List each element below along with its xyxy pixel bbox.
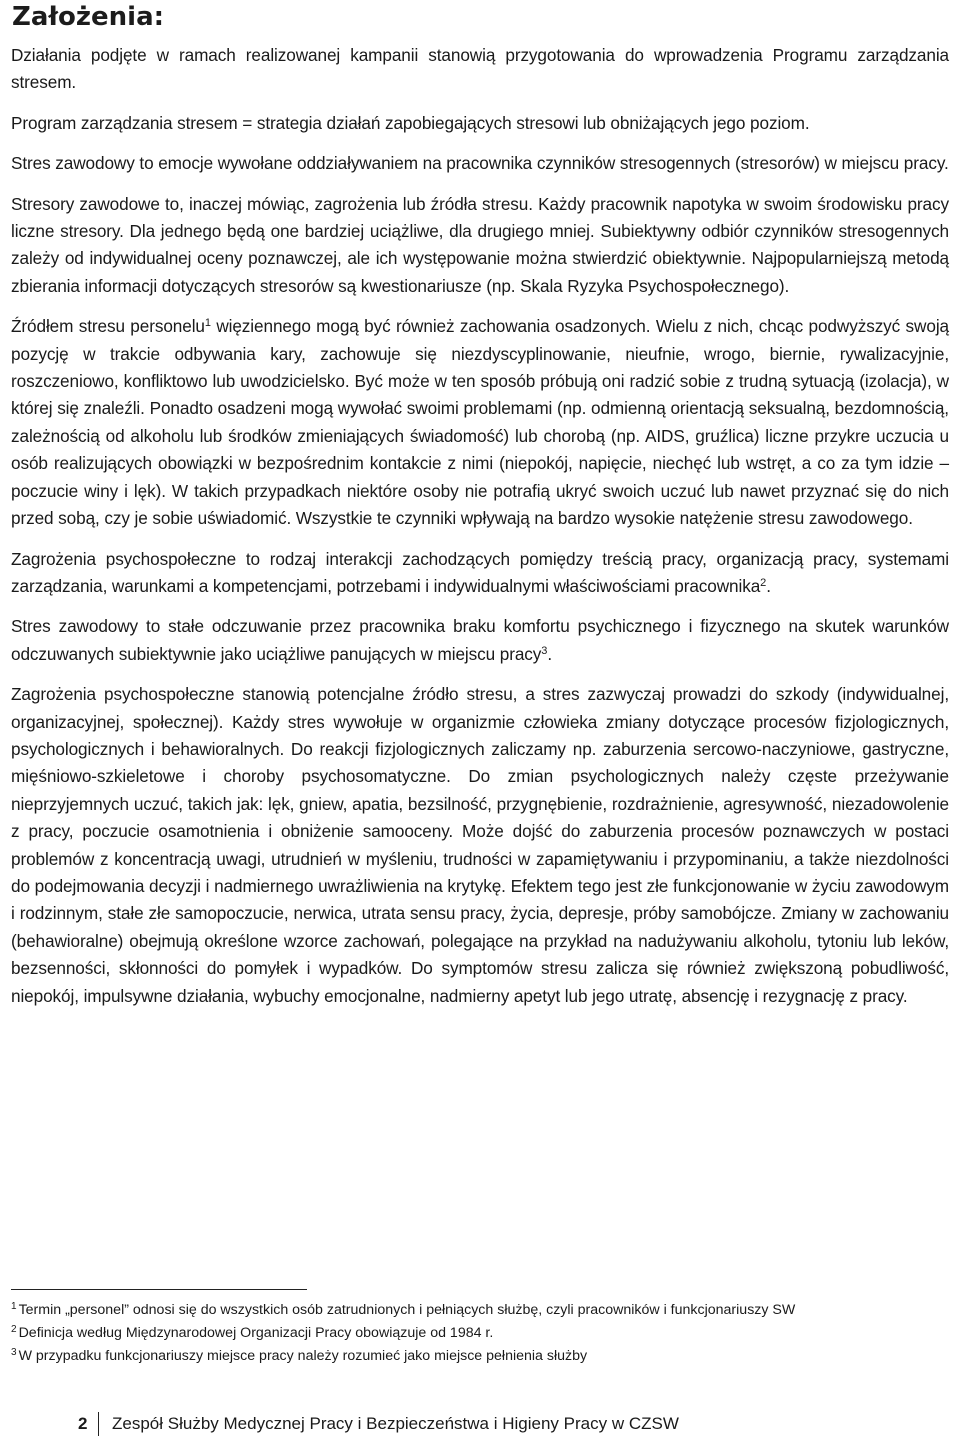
paragraph-program-definition: Program zarządzania stresem = strategia działań zapobiegających stresowi lub obniżających jego poziom. — [11, 112, 810, 133]
footnote-text: Termin „personel” odnosi się do wszystkich osób zatrudnionych i pełniących służbę, czyli pracowników i funkcjonariuszy SW — [18, 1302, 796, 1318]
footnote-2 — [11, 1322, 949, 1345]
footer-separator — [98, 1412, 99, 1436]
page-number: 2 — [78, 1414, 88, 1433]
paragraph-occupational-stress — [11, 613, 949, 668]
paragraph-staff-stress-text-rest: więziennego mogą być również zachowania osadzonych. Wielu z nich, chcąc podwyższyć swoją pozycję w trakcie odbywania kary, zachowuje się niezdyscyplinowanie, nieufnie, wrogo, biernie, rywalizacyjnie, roszczeniowo, konfliktowo lub uwodzicielsko. Być może w ten sposób próbują oni radzić sobie z trudną sytuacją (izolacja), w której się znaleźli. Ponadto osadzeni mogą wywołać swoimi problemami (np. odmienną orientacją seksualną, bezdomnością, zależnością od alkoholu lub środków zmieniających świadomość) lub chorobą (np. AIDS, gruźlica) liczne przykre uczucia u osób realizujących obowiązki w bezpośrednim kontakcie z nimi (niepokój, napięcie, niechęć lub wstręt, a co za tym idzie – poczucie winy i lęk). W takich przypadkach niektóre osoby nie potrafią ukryć swoich uczuć lub nawet przyznać się do nich przed sobą, czy je sobie uświadomić. Wszystkie te czynniki wpływają na bardzo wysokie natężenie stresu zawodowego. — [11, 316, 949, 529]
paragraph-stress-definition: Stres zawodowy to emocje wywołane oddziaływaniem na pracownika czynników stresogennych (stresorów) w miejscu pracy. — [11, 153, 949, 174]
paragraph-intro: Działania podjęte w ramach realizowanej kampanii stanowią przygotowania do wprowadzenia Programu zarządzania stresem. — [11, 45, 949, 93]
footnote-number: 2 — [11, 1324, 17, 1335]
footnote-separator — [11, 1289, 307, 1290]
footnote-number: 3 — [11, 1347, 17, 1358]
footnote-1 — [11, 1299, 949, 1322]
footnote-ref-1: 1 — [204, 317, 211, 330]
footnote-text: Definicja według Międzynarodowej Organizacji Pracy obowiązuje od 1984 r. — [18, 1325, 494, 1341]
footnote-text: W przypadku funkcjonariuszy miejsce pracy należy rozumieć jako miejsce pełnienia służby — [18, 1348, 588, 1364]
footnote-ref-2: 2 — [760, 576, 767, 589]
paragraph-psychosocial-threats-text: Zagrożenia psychospołeczne to rodzaj interakcji zachodzących pomiędzy treścią pracy, organizacją pracy, systemami zarządzania, warunkami a kompetencjami, potrzebami i indywidualnymi właściwościami pracownika — [11, 548, 949, 596]
footnote-3 — [11, 1345, 949, 1368]
paragraph-stress-effects: Zagrożenia psychospołeczne stanowią potencjalne źródło stresu, a stres zazwyczaj prowadzi do szkody (indywidualnej, organizacyjnej, społecznej). Każdy stres wywołuje w organizmie człowieka zmiany dotyczące procesów fizjologicznych, psychologicznych i behawioralnych. Do reakcji fizjologicznych zaliczamy np. zaburzenia sercowo-naczyniowe, gastryczne, mięśniowo-szkieletowe i choroby psychosomatyczne. Do zmian psychologicznych należy częste przeżywanie nieprzyjemnych uczuć, takich jak: lęk, gniew, apatia, bezsilność, przygnębienie, rozdrażnienie, agresywność, niezadowolenie z pracy, poczucie osamotnienia i obniżenie samooceny. Może dojść do zaburzenia procesów poznawczych w postaci problemów z koncentracją uwagi, utrudnień w myśleniu, trudności w zapamiętywaniu i przypominaniu, a także niezdolności do podejmowania decyzji i nadmiernego uwrażliwienia na krytykę. Efektem tego jest złe funkcjonowanie w życiu zawodowym i rodzinnym, stałe złe samopoczucie, nerwica, utrata sensu pracy, życia, depresje, próby samobójcze. Zmiany w zachowaniu (behawioralne) obejmują określone wzorce zachowań, polegające na przykład na nadużywaniu alkoholu, tytoniu lub leków, bezsenności, skłonności do pomyłek i wypadków. Do symptomów stresu zalicza się również zwiększoną pobudliwość, niepokój, impulsywne działania, wybuchy emocjonalne, nadmierny apetyt lub jego utratę, absencję i rezygnację z pracy. — [11, 684, 949, 1006]
paragraph-stressors: Stresory zawodowe to, inaczej mówiąc, zagrożenia lub źródła stresu. Każdy pracownik napotyka w swoim środowisku pracy liczne stresory. Dla jednego będą one bardziej uciążliwe, dla drugiego mniej. Subiektywny odbiór czynników stresogennych zależy od indywidualnej oceny poznawczej, ale ich występowanie można stwierdzić obiektywnie. Najpopularniejszą metodą zbierania informacji dotyczących stresorów są kwestionariusze (np. Skala Ryzyka Psychospołecznego). — [11, 193, 949, 296]
footnote-ref-3: 3 — [541, 644, 548, 657]
page-heading: Założenia: — [12, 2, 165, 32]
paragraph-staff-stress — [11, 313, 949, 532]
footnotes — [11, 1299, 949, 1368]
document-body — [11, 42, 949, 1010]
paragraph-psychosocial-threats — [11, 546, 949, 601]
paragraph-psychosocial-threats-end: . — [766, 575, 771, 596]
paragraph-staff-stress-text: Źródłem stresu personelu — [11, 316, 205, 337]
footnote-number: 1 — [11, 1301, 17, 1312]
paragraph-occupational-stress-end: . — [547, 643, 553, 664]
paragraph-occupational-stress-text: Stres zawodowy to stałe odczuwanie przez pracownika braku komfortu psychicznego i fizycznego na skutek warunków odczuwanych subiektywnie jako uciążliwe panujących w miejscu pracy — [11, 616, 949, 664]
footer-text: Zespół Służby Medycznej Pracy i Bezpieczeństwa i Higieny Pracy w CZSW — [112, 1414, 679, 1433]
